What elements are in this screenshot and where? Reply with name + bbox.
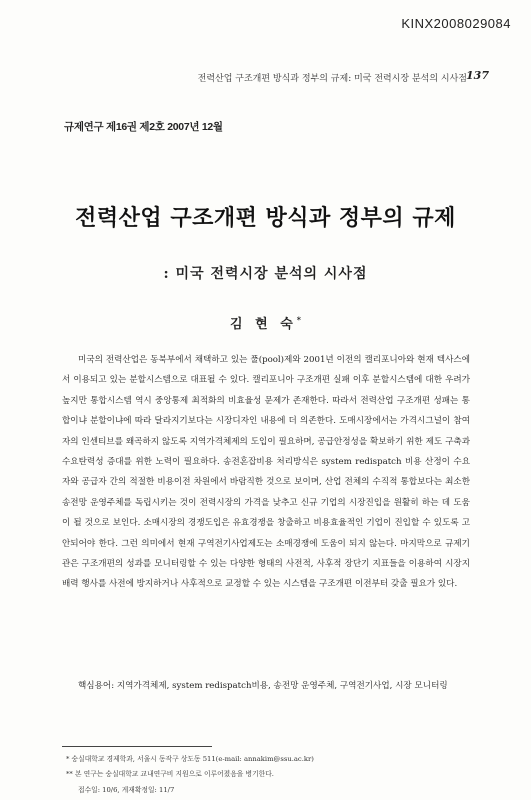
keywords: 핵심용어: 지역가격체제, system redispatch비용, 송전망 운영주체, 구역전기사업, 시장 모니터링 [78, 681, 448, 691]
journal-info: 규제연구 제16권 제2호 2007년 12월 [64, 121, 223, 133]
footnote-dates: 접수일: 10/6, 게재확정일: 11/7 [78, 786, 175, 794]
paper-subtitle: : 미국 전력시장 분석의 시사점 [163, 266, 368, 282]
footnote-funding: ** 본 연구는 숭실대학교 교내연구비 지원으로 이루어졌음을 병기한다. [66, 770, 274, 778]
author-name: 김 현 숙 [230, 317, 297, 332]
author-line [0, 313, 531, 332]
footnote-affiliation: * 숭실대학교 경제학과, 서울시 동작구 상도동 511(e-mail: annakim@ssu.ac.kr) [66, 755, 314, 763]
page-number: 137 [466, 69, 489, 82]
paper-title: 전력산업 구조개편 방식과 정부의 규제 [75, 205, 456, 231]
abstract-paragraph: 미국의 전력산업은 동북부에서 채택하고 있는 풀(pool)제와 2001년 이전의 캘리포니아와 현재 텍사스에서 이용되고 있는 분할시스템으로 대표될 수 있다. 캘리포니아 구조개편 실패 이후 분할시스템에 대한 우려가 높지만 통합시스템 역시 중앙통제 최적화의 비효율성 문제가 존재한다. 따라서 전력산업 구조개편 성패는 통합이냐 분할이냐에 따라 달라지기보다는 시장디자인 내용에 더 의존한다. 도매시장에서는 가격시그널이 참여자의 인센티브를 왜곡하지 않도록 지역가격체제의 도입이 필요하며, 공급안정성을 확보하기 위한 제도 구축과 수요탄력성 증대를 위한 노력이 필요하다. 송전혼잡비용 처리방식은 system redispatch 비용 산정이 수요자와 공급자 간의 적절한 비용이전 차원에서 바람직한 것으로 보이며, 산업 전체의 수직적 통합보다는 최소한 송전망 운영주체를 독립시키는 것이 전력시장의 가격을 낮추고 신규 기업의 시장진입을 원활히 하는 데 도움이 될 것으로 보인다. 소매시장의 경쟁도입은 유효경쟁을 창출하고 비용효율적인 기업이 진입할 수 있도록 고안되어야 한다. 그런 의미에서 현재 구역전기사업제도는 소매경쟁에 도움이 되지 않는다. 마지막으로 규제기관은 구조개편의 성과를 모니터링할 수 있는 다양한 형태의 사전적, 사후적 장단기 지표들을 이용하여 시장지배력 행사를 사전에 방지하거나 사후적으로 교정할 수 있는 시스템을 구조개편 이전부터 갖출 필요가 있다. [62, 355, 470, 590]
footnote-divider [62, 746, 212, 747]
author-footnote-mark: * [296, 314, 301, 325]
document-id: KINX2008029084 [401, 16, 511, 31]
running-head: 전력산업 구조개편 방식과 정부의 규제: 미국 전력시장 분석의 시사점 [197, 74, 467, 84]
